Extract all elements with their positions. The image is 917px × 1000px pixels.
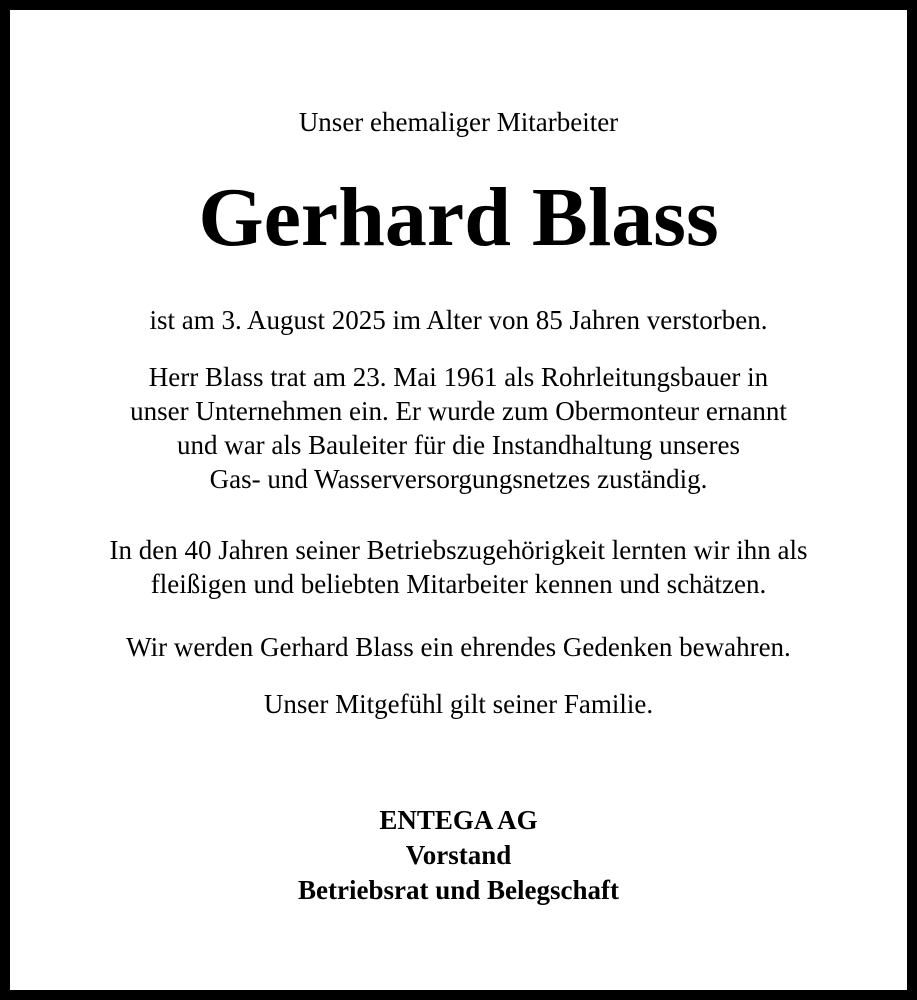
text-line: unser Unternehmen ein. Er wurde zum Obermonteur ernannt — [130, 396, 787, 426]
text-line: Herr Blass trat am 23. Mai 1961 als Rohrleitungsbauer in — [148, 362, 769, 392]
intro-line: Unser ehemaliger Mitarbeiter — [298, 107, 619, 137]
paragraph-condolence — [10, 687, 907, 721]
paragraph-career — [10, 360, 907, 496]
paragraph-remembrance — [10, 630, 907, 664]
text-line: Unser Mitgefühl gilt seiner Familie. — [263, 689, 654, 719]
paragraph-tenure — [10, 533, 907, 601]
text-line: In den 40 Jahren seiner Betriebszugehörigkeit lernten wir ihn als — [109, 535, 808, 565]
signature-board: Vorstand — [405, 840, 512, 870]
signature-company: ENTEGA AG — [379, 805, 538, 835]
text-line: Gas- und Wasserversorgungsnetzes zuständig. — [209, 464, 708, 494]
signature-block — [10, 803, 907, 908]
text-line: fleißigen und beliebten Mitarbeiter kennen und schätzen. — [150, 569, 767, 599]
text-line: Wir werden Gerhard Blass ein ehrendes Gedenken bewahren. — [126, 632, 791, 662]
text-line: ist am 3. August 2025 im Alter von 85 Jahren verstorben. — [149, 305, 768, 335]
signature-staff: Betriebsrat und Belegschaft — [298, 875, 619, 905]
text-line: und war als Bauleiter für die Instandhaltung unseres — [176, 430, 741, 460]
paragraph-death-date — [10, 303, 907, 337]
deceased-name: Gerhard Blass — [198, 171, 719, 264]
